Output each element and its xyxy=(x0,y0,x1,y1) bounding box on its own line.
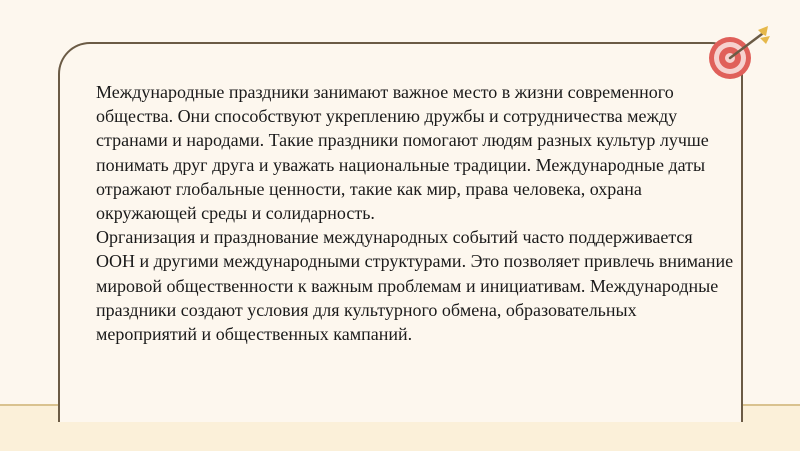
paragraph-1: Международные праздники занимают важное место в жизни современного общества. Они способствуют укреплению дружбы и сотрудничества между странами и народами. Такие праздники помогают людям разных культур лучше понимать друг друга и уважать национальные традиции. Международные даты отражают глобальные ценности, такие как мир, права человека, охрана окружающей среды и солидарность. xyxy=(96,82,709,224)
slide-body-text xyxy=(96,80,736,346)
paragraph-2: Организация и празднование международных событий часто поддерживается ООН и другими международными структурами. Это позволяет привлечь внимание мировой общественности к важным проблемам и инициативам. Международные праздники создают условия для культурного обмена, образовательных мероприятий и общественных кампаний. xyxy=(96,227,734,345)
target-with-arrow-icon xyxy=(708,22,774,82)
